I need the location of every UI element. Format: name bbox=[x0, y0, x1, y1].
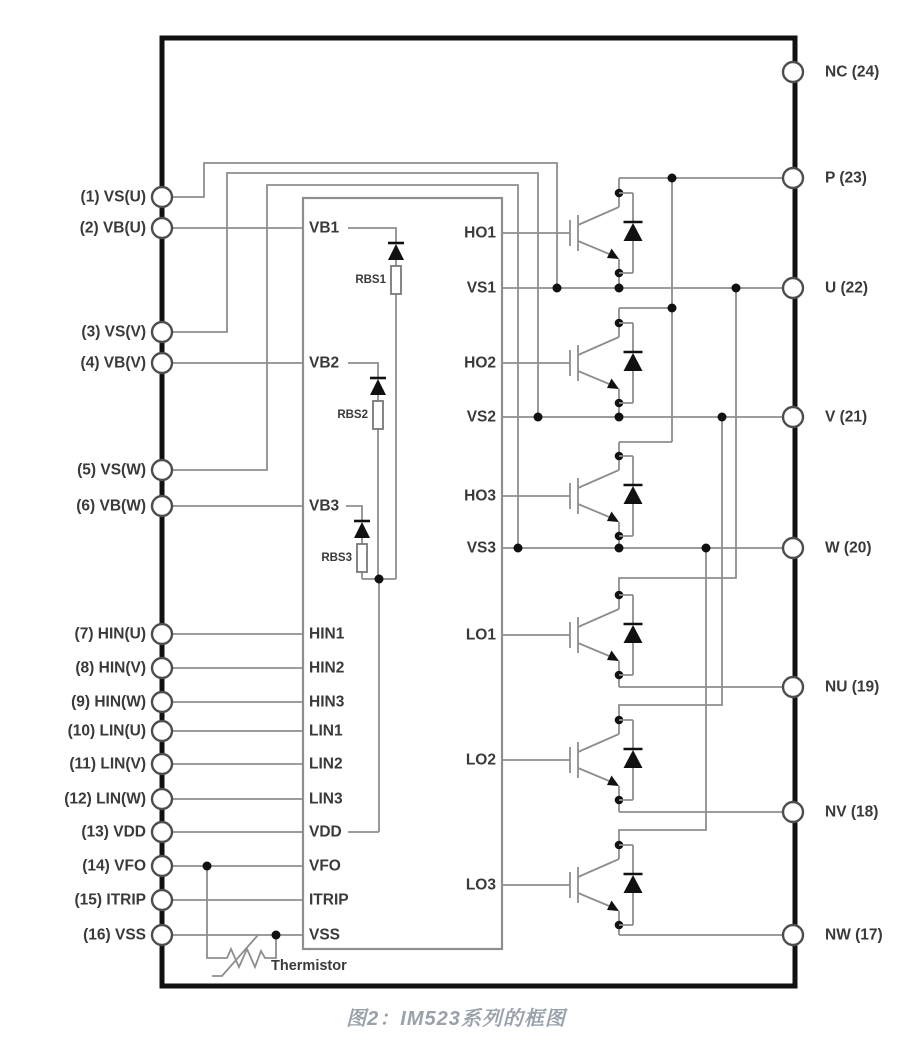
pin-label-vb-u: (2) VB(U) bbox=[79, 219, 146, 237]
ic-left-port-labels bbox=[309, 220, 349, 944]
pin-label-itrip: (15) ITRIP bbox=[74, 891, 146, 909]
igbt-low-w bbox=[570, 841, 643, 930]
pin-9-hin-w bbox=[152, 692, 172, 712]
pin-label-p: P (23) bbox=[825, 169, 867, 187]
thermistor-strike bbox=[212, 935, 258, 976]
pin-label-vs-u: (1) VS(U) bbox=[80, 188, 146, 206]
label-rbs2: RBS2 bbox=[337, 409, 368, 421]
port-label-vfo: VFO bbox=[309, 857, 341, 875]
pin-label-w: W (20) bbox=[825, 539, 872, 557]
left-pin-labels bbox=[64, 189, 146, 944]
port-label-lin2: LIN2 bbox=[309, 755, 343, 773]
label-rbs1: RBS1 bbox=[355, 274, 386, 286]
port-label-lo3: LO3 bbox=[465, 876, 496, 894]
port-label-hin3: HIN3 bbox=[309, 693, 345, 711]
igbt-high-w bbox=[570, 452, 643, 541]
pin-8-hin-v bbox=[152, 658, 172, 678]
pin-label-hin-v: (8) HIN(V) bbox=[75, 659, 146, 677]
pin-19-nu bbox=[783, 677, 803, 697]
pin-label-vb-w: (6) VB(W) bbox=[76, 497, 146, 515]
pin-11-lin-v bbox=[152, 754, 172, 774]
label-thermistor: Thermistor bbox=[271, 958, 347, 974]
port-label-lin3: LIN3 bbox=[309, 790, 343, 808]
pin-15-itrip bbox=[152, 890, 172, 910]
pin-label-hin-w: (9) HIN(W) bbox=[71, 693, 146, 711]
port-label-itrip: ITRIP bbox=[309, 891, 349, 909]
bootstrap-branch-wires bbox=[346, 228, 396, 832]
pin-14-vfo bbox=[152, 856, 172, 876]
collector-routes bbox=[619, 178, 736, 845]
port-label-lo2: LO2 bbox=[465, 751, 496, 769]
pin-label-vb-v: (4) VB(V) bbox=[80, 354, 146, 372]
right-pin-labels bbox=[825, 64, 883, 944]
pin-label-vs-w: (5) VS(W) bbox=[77, 461, 146, 479]
pin-label-lin-v: (11) LIN(V) bbox=[69, 755, 146, 773]
port-label-vb2: VB2 bbox=[309, 354, 340, 372]
port-label-vs1: VS1 bbox=[466, 279, 496, 297]
port-label-vdd: VDD bbox=[309, 823, 342, 841]
pin-label-vdd: (13) VDD bbox=[81, 823, 146, 841]
pin-label-nw: NW (17) bbox=[825, 926, 883, 944]
port-label-hin2: HIN2 bbox=[309, 659, 345, 677]
pin-label-vss: (16) VSS bbox=[83, 926, 146, 944]
igbt-low-u bbox=[570, 591, 643, 680]
label-rbs3: RBS3 bbox=[321, 552, 352, 564]
figure-caption: 图2：IM523系列的框图 bbox=[346, 1008, 566, 1030]
gate-lead-wires bbox=[502, 233, 570, 885]
pin-label-hin-u: (7) HIN(U) bbox=[74, 625, 146, 643]
left-pin-wires bbox=[173, 228, 303, 935]
pin-16-vss bbox=[152, 925, 172, 945]
module-outline bbox=[162, 38, 795, 986]
pin-5-vs-w bbox=[152, 460, 172, 480]
pin-label-v: V (21) bbox=[825, 408, 868, 426]
pin-1-vs-u bbox=[152, 187, 172, 207]
igbt-high-v bbox=[570, 319, 643, 408]
pin-20-w bbox=[783, 538, 803, 558]
port-label-vss: VSS bbox=[309, 926, 341, 944]
pin-label-vs-v: (3) VS(V) bbox=[81, 323, 146, 341]
pin-12-lin-w bbox=[152, 789, 172, 809]
pin-2-vb-u bbox=[152, 218, 172, 238]
port-label-ho1: HO1 bbox=[464, 224, 496, 242]
output-lines bbox=[502, 178, 783, 935]
pin-23-p bbox=[783, 168, 803, 188]
pin-label-nu: NU (19) bbox=[825, 678, 880, 696]
pin-24-nc bbox=[783, 62, 803, 82]
port-label-lo1: LO1 bbox=[465, 626, 496, 644]
pin-17-nw bbox=[783, 925, 803, 945]
pin-label-vfo: (14) VFO bbox=[82, 857, 146, 875]
pin-label-nv: NV (18) bbox=[825, 803, 879, 821]
pin-10-lin-u bbox=[152, 721, 172, 741]
port-label-ho3: HO3 bbox=[464, 487, 496, 505]
port-label-lin1: LIN1 bbox=[309, 722, 343, 740]
port-label-vb1: VB1 bbox=[309, 219, 340, 237]
vs-sense-routes bbox=[173, 163, 557, 548]
pin-21-v bbox=[783, 407, 803, 427]
port-label-hin1: HIN1 bbox=[309, 625, 345, 643]
port-label-vs3: VS3 bbox=[466, 539, 496, 557]
igbt-high-u bbox=[570, 189, 643, 278]
pin-4-vb-v bbox=[152, 353, 172, 373]
igbt-low-v bbox=[570, 716, 643, 805]
thermistor-wires bbox=[207, 866, 276, 967]
pin-label-lin-u: (10) LIN(U) bbox=[67, 722, 146, 740]
port-label-vb3: VB3 bbox=[309, 497, 340, 515]
port-label-vs2: VS2 bbox=[466, 408, 496, 426]
ic-right-port-labels bbox=[464, 225, 496, 894]
port-label-ho2: HO2 bbox=[464, 354, 496, 372]
pin-7-hin-u bbox=[152, 624, 172, 644]
pin-22-u bbox=[783, 278, 803, 298]
pin-18-nv bbox=[783, 802, 803, 822]
pin-6-vb-w bbox=[152, 496, 172, 516]
pin-label-nc: NC (24) bbox=[825, 63, 880, 81]
pin-label-u: U (22) bbox=[825, 279, 869, 297]
pin-label-lin-w: (12) LIN(W) bbox=[64, 790, 146, 808]
pin-13-vdd bbox=[152, 822, 172, 842]
pin-3-vs-v bbox=[152, 322, 172, 342]
